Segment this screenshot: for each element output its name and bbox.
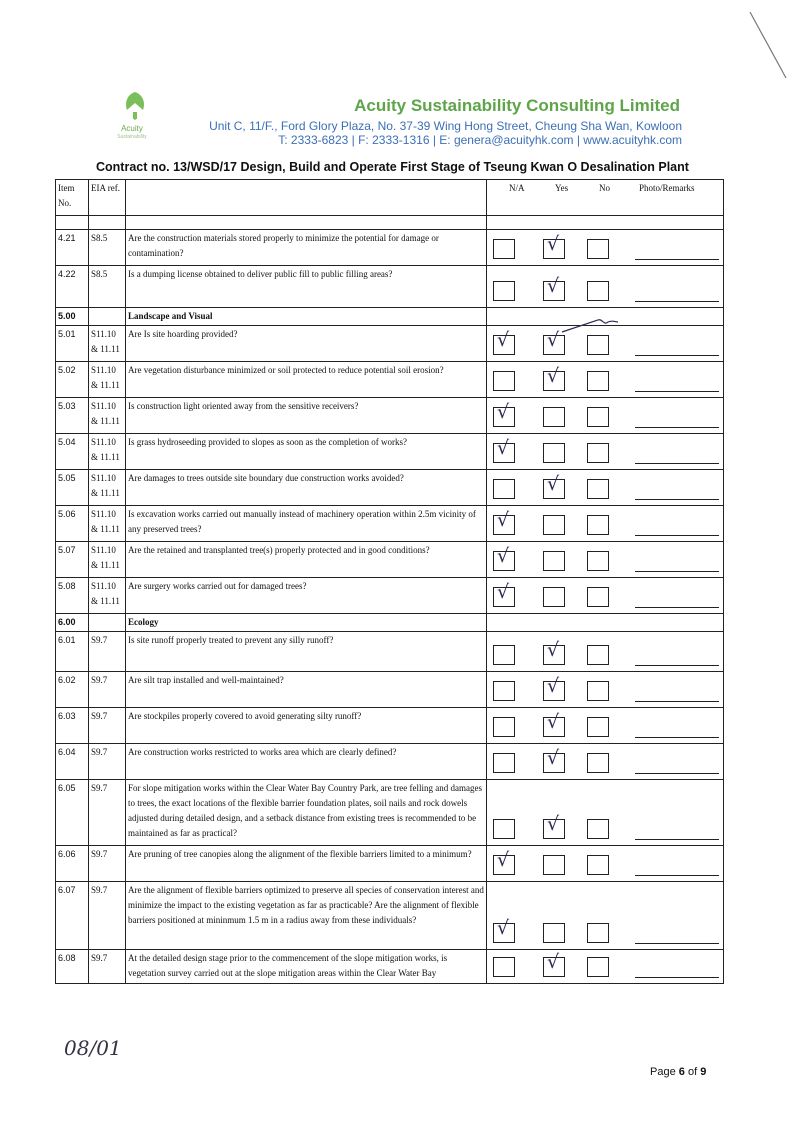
remarks-line[interactable] bbox=[635, 391, 719, 392]
answer-cell bbox=[487, 542, 724, 578]
checkbox-na[interactable] bbox=[493, 437, 515, 463]
checkbox-group bbox=[493, 401, 723, 429]
checkbox-na[interactable] bbox=[493, 479, 515, 499]
eia-reference: S9.7 bbox=[89, 708, 126, 744]
section-row bbox=[56, 308, 724, 326]
eia-reference: S8.5 bbox=[89, 266, 126, 308]
checkbox-yes[interactable] bbox=[543, 855, 565, 875]
checkbox-no[interactable] bbox=[587, 371, 609, 391]
handwritten-scribble bbox=[560, 316, 620, 336]
table-row bbox=[56, 326, 724, 362]
answer-cell bbox=[487, 398, 724, 434]
checkbox-yes[interactable] bbox=[543, 473, 565, 499]
checkbox-yes[interactable] bbox=[543, 365, 565, 391]
item-number: 5.00 bbox=[56, 308, 89, 326]
check-mark-icon: √ bbox=[547, 275, 560, 297]
answer-cell bbox=[487, 230, 724, 266]
item-number: 6.08 bbox=[56, 950, 89, 984]
checkbox-group bbox=[493, 329, 723, 357]
remarks-line[interactable] bbox=[635, 839, 719, 840]
house-leaf-icon bbox=[115, 88, 155, 124]
check-mark-icon: √ bbox=[547, 365, 560, 387]
checkbox-group bbox=[493, 233, 723, 261]
checkbox-group bbox=[493, 747, 723, 775]
checkbox-no[interactable] bbox=[587, 239, 609, 259]
company-contact: T: 2333-6823 | F: 2333-1316 | E: genera@acuityhk.com | www.acuityhk.com bbox=[278, 133, 682, 147]
checkbox-na[interactable] bbox=[493, 239, 515, 259]
checkbox-na[interactable] bbox=[493, 401, 515, 427]
checklist-question: At the detailed design stage prior to the commencement of the slope mitigation works, is vegetation survey carried out at the slope mitigation areas within the Clear Water Bay bbox=[126, 950, 487, 984]
item-number: 6.04 bbox=[56, 744, 89, 780]
eia-reference: S8.5 bbox=[89, 230, 126, 266]
eia-reference: S9.7 bbox=[89, 780, 126, 846]
checkbox-no[interactable] bbox=[587, 443, 609, 463]
checkbox-group bbox=[493, 813, 723, 841]
logo-tagline: Sustainability bbox=[117, 134, 147, 140]
remarks-line[interactable] bbox=[635, 607, 719, 608]
checkbox-group bbox=[493, 675, 723, 703]
check-mark-icon: √ bbox=[547, 711, 560, 733]
table-row bbox=[56, 470, 724, 506]
checklist-question: Are vegetation disturbance minimized or soil protected to reduce potential soil erosion? bbox=[126, 362, 487, 398]
eia-reference: S9.7 bbox=[89, 632, 126, 672]
answer-cell bbox=[487, 846, 724, 882]
check-mark-icon: √ bbox=[497, 917, 510, 939]
checklist-question: Is site runoff properly treated to prevent any silly runoff? bbox=[126, 632, 487, 672]
item-number: 5.05 bbox=[56, 470, 89, 506]
table-row bbox=[56, 780, 724, 846]
page-number: Page 6 of 9 bbox=[650, 1066, 707, 1078]
remarks-line[interactable] bbox=[635, 737, 719, 738]
eia-reference: S9.7 bbox=[89, 744, 126, 780]
company-name: Acuity Sustainability Consulting Limited bbox=[354, 96, 680, 115]
section-row bbox=[56, 614, 724, 632]
checkbox-group bbox=[493, 437, 723, 465]
checkbox-no[interactable] bbox=[587, 645, 609, 665]
eia-reference: S11.10 & 11.11 bbox=[89, 434, 126, 470]
table-row bbox=[56, 632, 724, 672]
checkbox-yes[interactable] bbox=[543, 639, 565, 665]
table-row bbox=[56, 266, 724, 308]
contract-title: Contract no. 13/WSD/17 Design, Build and Operate First Stage of Tseung Kwan O Desalination Plant bbox=[96, 160, 689, 174]
answer-cell bbox=[487, 434, 724, 470]
checklist-question: Are the construction materials stored properly to minimize the potential for damage or contamination? bbox=[126, 230, 487, 266]
remarks-line[interactable] bbox=[635, 427, 719, 428]
checkbox-group bbox=[493, 849, 723, 877]
header-yes: Yes bbox=[555, 183, 569, 193]
check-mark-icon: √ bbox=[547, 329, 560, 351]
item-number: 5.04 bbox=[56, 434, 89, 470]
table-row bbox=[56, 578, 724, 614]
checkbox-no[interactable] bbox=[587, 753, 609, 773]
checkbox-yes[interactable] bbox=[543, 515, 565, 535]
table-row bbox=[56, 882, 724, 950]
header-spacer-row bbox=[56, 216, 724, 230]
checklist-question: Is excavation works carried out manually instead of machinery operation within 2.5m vicinity of any preserved trees? bbox=[126, 506, 487, 542]
remarks-line[interactable] bbox=[635, 301, 719, 302]
remarks-line[interactable] bbox=[635, 259, 719, 260]
checkbox-na[interactable] bbox=[493, 849, 515, 875]
checkbox-na[interactable] bbox=[493, 371, 515, 391]
checkbox-na[interactable] bbox=[493, 329, 515, 355]
item-number: 5.02 bbox=[56, 362, 89, 398]
company-address: Unit C, 11/F., Ford Glory Plaza, No. 37-39 Wing Hong Street, Cheung Sha Wan, Kowloon bbox=[209, 119, 682, 133]
checkbox-group bbox=[493, 917, 723, 945]
checkbox-group bbox=[493, 509, 723, 537]
answer-cell bbox=[487, 672, 724, 708]
eia-reference: S11.10 & 11.11 bbox=[89, 362, 126, 398]
answer-cell bbox=[487, 950, 724, 984]
table-row bbox=[56, 950, 724, 984]
answer-cell bbox=[487, 362, 724, 398]
header-na: N/A bbox=[509, 183, 525, 193]
eia-reference: S11.10 & 11.11 bbox=[89, 398, 126, 434]
eia-reference: S11.10 & 11.11 bbox=[89, 470, 126, 506]
header-no: No bbox=[599, 183, 610, 193]
remarks-line[interactable] bbox=[635, 463, 719, 464]
checklist-question: Are pruning of tree canopies along the alignment of the flexible barriers limited to a minimum? bbox=[126, 846, 487, 882]
checkbox-na[interactable] bbox=[493, 581, 515, 607]
checkbox-no[interactable] bbox=[587, 681, 609, 701]
item-number: 6.03 bbox=[56, 708, 89, 744]
check-mark-icon: √ bbox=[497, 545, 510, 567]
eia-reference: S9.7 bbox=[89, 846, 126, 882]
checkbox-group bbox=[493, 545, 723, 573]
table-row bbox=[56, 434, 724, 470]
checklist-question: Is grass hydroseeding provided to slopes as soon as the completion of works? bbox=[126, 434, 487, 470]
item-number: 6.06 bbox=[56, 846, 89, 882]
check-mark-icon: √ bbox=[497, 401, 510, 423]
remarks-line[interactable] bbox=[635, 875, 719, 876]
checklist-question: Is a dumping license obtained to deliver public fill to public filling areas? bbox=[126, 266, 487, 308]
section-title: Landscape and Visual bbox=[126, 308, 487, 326]
item-number: 5.06 bbox=[56, 506, 89, 542]
checkbox-no[interactable] bbox=[587, 717, 609, 737]
answer-cell bbox=[487, 632, 724, 672]
answer-cell bbox=[487, 614, 724, 632]
header-question bbox=[126, 180, 487, 216]
table-row bbox=[56, 672, 724, 708]
answer-cell bbox=[487, 578, 724, 614]
eia-reference: S9.7 bbox=[89, 672, 126, 708]
checkbox-na[interactable] bbox=[493, 753, 515, 773]
checkbox-group bbox=[493, 951, 723, 979]
scan-edge-line bbox=[748, 10, 788, 80]
checkbox-group bbox=[493, 639, 723, 667]
checkbox-yes[interactable] bbox=[543, 233, 565, 259]
item-number: 6.07 bbox=[56, 882, 89, 950]
checkbox-na[interactable] bbox=[493, 681, 515, 701]
check-mark-icon: √ bbox=[547, 639, 560, 661]
letterhead bbox=[100, 88, 690, 158]
remarks-line[interactable] bbox=[635, 773, 719, 774]
answer-cell bbox=[487, 470, 724, 506]
checkbox-no[interactable] bbox=[587, 281, 609, 301]
eia-reference bbox=[89, 614, 126, 632]
table-row bbox=[56, 230, 724, 266]
check-mark-icon: √ bbox=[547, 473, 560, 495]
checkbox-no[interactable] bbox=[587, 335, 609, 355]
header-options bbox=[487, 180, 724, 216]
logo-name: Acuity bbox=[121, 124, 143, 133]
eia-reference: S11.10 & 11.11 bbox=[89, 506, 126, 542]
table-row bbox=[56, 542, 724, 578]
check-mark-icon: √ bbox=[497, 509, 510, 531]
checkbox-no[interactable] bbox=[587, 855, 609, 875]
checkbox-yes[interactable] bbox=[543, 551, 565, 571]
answer-cell bbox=[487, 266, 724, 308]
checkbox-na[interactable] bbox=[493, 545, 515, 571]
checkbox-yes[interactable] bbox=[543, 275, 565, 301]
check-mark-icon: √ bbox=[497, 329, 510, 351]
table-row bbox=[56, 398, 724, 434]
check-mark-icon: √ bbox=[547, 813, 560, 835]
answer-cell bbox=[487, 882, 724, 950]
check-mark-icon: √ bbox=[547, 675, 560, 697]
table-row bbox=[56, 362, 724, 398]
checkbox-yes[interactable] bbox=[543, 711, 565, 737]
header-remarks: Photo/Remarks bbox=[639, 183, 695, 193]
header-item-no: Item No. bbox=[56, 180, 89, 216]
header-eia-ref: EIA ref. bbox=[89, 180, 126, 216]
checkbox-yes[interactable] bbox=[543, 747, 565, 773]
checklist-question: Are silt trap installed and well-maintained? bbox=[126, 672, 487, 708]
check-mark-icon: √ bbox=[497, 849, 510, 871]
check-mark-icon: √ bbox=[497, 581, 510, 603]
remarks-line[interactable] bbox=[635, 977, 719, 978]
checkbox-na[interactable] bbox=[493, 717, 515, 737]
answer-cell bbox=[487, 744, 724, 780]
checkbox-group bbox=[493, 711, 723, 739]
item-number: 6.02 bbox=[56, 672, 89, 708]
checkbox-group bbox=[493, 473, 723, 501]
remarks-line[interactable] bbox=[635, 701, 719, 702]
checkbox-no[interactable] bbox=[587, 407, 609, 427]
eia-reference: S11.10 & 11.11 bbox=[89, 542, 126, 578]
table-row bbox=[56, 744, 724, 780]
checklist-question: Are stockpiles properly covered to avoid generating silty runoff? bbox=[126, 708, 487, 744]
item-number: 6.05 bbox=[56, 780, 89, 846]
checkbox-no[interactable] bbox=[587, 479, 609, 499]
remarks-line[interactable] bbox=[635, 665, 719, 666]
checkbox-no[interactable] bbox=[587, 551, 609, 571]
checkbox-na[interactable] bbox=[493, 509, 515, 535]
answer-cell bbox=[487, 780, 724, 846]
table-header-row bbox=[56, 180, 724, 216]
item-number: 6.00 bbox=[56, 614, 89, 632]
checklist-question: For slope mitigation works within the Clear Water Bay Country Park, are tree felling and damages to trees, the exact locations of the flexible barrier foundation plates, soil nails and rock dowels adjusted during detailed design, and a setback distance from existing trees is recommended to be maintained as far as practical? bbox=[126, 780, 487, 846]
checkbox-na[interactable] bbox=[493, 819, 515, 839]
item-number: 5.03 bbox=[56, 398, 89, 434]
item-number: 5.08 bbox=[56, 578, 89, 614]
checkbox-yes[interactable] bbox=[543, 443, 565, 463]
checkbox-na[interactable] bbox=[493, 645, 515, 665]
item-number: 5.01 bbox=[56, 326, 89, 362]
checkbox-group bbox=[493, 275, 723, 303]
checkbox-na[interactable] bbox=[493, 917, 515, 943]
answer-cell bbox=[487, 708, 724, 744]
checklist-question: Are construction works restricted to works area which are clearly defined? bbox=[126, 744, 487, 780]
item-number: 4.22 bbox=[56, 266, 89, 308]
checkbox-no[interactable] bbox=[587, 923, 609, 943]
checkbox-yes[interactable] bbox=[543, 407, 565, 427]
checkbox-yes[interactable] bbox=[543, 951, 565, 977]
section-title: Ecology bbox=[126, 614, 487, 632]
item-number: 6.01 bbox=[56, 632, 89, 672]
checklist-question: Are the alignment of flexible barriers optimized to preserve all species of conservation interest and minimize the impact to the existing vegetation as far as practicable? Are the alignment of flexible barriers positioned at mininmum 1.5 m in a radius away from these individuals? bbox=[126, 882, 487, 950]
table-row bbox=[56, 506, 724, 542]
company-logo bbox=[106, 88, 158, 148]
checkbox-no[interactable] bbox=[587, 957, 609, 977]
eia-reference: S9.7 bbox=[89, 882, 126, 950]
check-mark-icon: √ bbox=[497, 437, 510, 459]
checklist-question: Are surgery works carried out for damaged trees? bbox=[126, 578, 487, 614]
remarks-line[interactable] bbox=[635, 355, 719, 356]
checkbox-yes[interactable] bbox=[543, 675, 565, 701]
remarks-line[interactable] bbox=[635, 571, 719, 572]
table-row bbox=[56, 846, 724, 882]
check-mark-icon: √ bbox=[547, 747, 560, 769]
checkbox-group bbox=[493, 581, 723, 609]
check-mark-icon: √ bbox=[547, 233, 560, 255]
checkbox-na[interactable] bbox=[493, 281, 515, 301]
checkbox-yes[interactable] bbox=[543, 587, 565, 607]
checkbox-yes[interactable] bbox=[543, 813, 565, 839]
table-row bbox=[56, 708, 724, 744]
checklist-table bbox=[55, 179, 724, 984]
handwritten-initials: 08/01 bbox=[64, 1036, 122, 1060]
eia-reference: S9.7 bbox=[89, 950, 126, 984]
checkbox-no[interactable] bbox=[587, 515, 609, 535]
checklist-question: Are damages to trees outside site boundary due construction works avoided? bbox=[126, 470, 487, 506]
checkbox-group bbox=[493, 365, 723, 393]
checklist-question: Are the retained and transplanted tree(s) properly protected and in good conditions? bbox=[126, 542, 487, 578]
checkbox-no[interactable] bbox=[587, 587, 609, 607]
checkbox-yes[interactable] bbox=[543, 923, 565, 943]
item-number: 5.07 bbox=[56, 542, 89, 578]
eia-reference bbox=[89, 308, 126, 326]
item-number: 4.21 bbox=[56, 230, 89, 266]
eia-reference: S11.10 & 11.11 bbox=[89, 578, 126, 614]
answer-cell bbox=[487, 506, 724, 542]
checklist-question: Is construction light oriented away from the sensitive receivers? bbox=[126, 398, 487, 434]
remarks-line[interactable] bbox=[635, 499, 719, 500]
eia-reference: S11.10 & 11.11 bbox=[89, 326, 126, 362]
checklist-question: Are Is site hoarding provided? bbox=[126, 326, 487, 362]
remarks-line[interactable] bbox=[635, 535, 719, 536]
checkbox-na[interactable] bbox=[493, 957, 515, 977]
checkbox-no[interactable] bbox=[587, 819, 609, 839]
checkbox-yes[interactable] bbox=[543, 329, 565, 355]
remarks-line[interactable] bbox=[635, 943, 719, 944]
check-mark-icon: √ bbox=[547, 951, 560, 973]
